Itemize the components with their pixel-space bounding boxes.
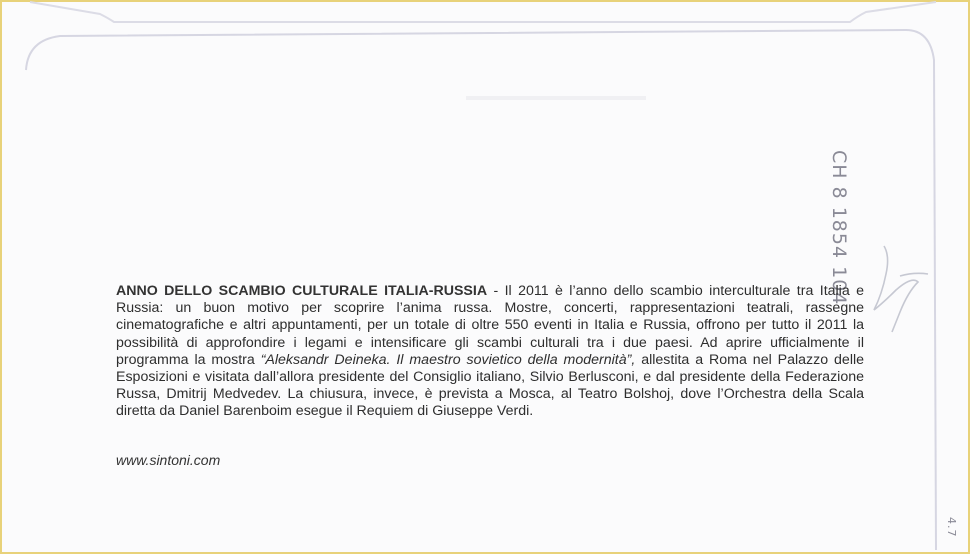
heading-separator: - [487, 283, 505, 299]
description-paragraph [116, 283, 864, 421]
envelope-flap-edge [30, 2, 936, 22]
paragraph-heading: ANNO DELLO SCAMBIO CULTURALE ITALIA-RUSSIA [116, 283, 488, 299]
body-text-part1: Il 2011 è l’anno dello scambio interculturale tra Italia e Russia: un buon motivo per scoprire l’anima russa. Mostre, concerti, rappresentazioni teatrali, rassegne cinematografiche e altri appuntamenti, per un totale di oltre 550 eventi in Italia e Russia, offrono per tutto il 2011 la possibilità di approfondire i legami e intensificare gli scambi culturali tra i due paesi. Ad aprire ufficialmente il programma la mostra [116, 283, 865, 368]
website-url: www.sintoni.com [116, 452, 221, 468]
body-text-part2: allestita a Roma nel Palazzo delle Esposizioni e visitata dall’allora presidente del Consiglio italiano, Silvio Berlusconi, e dal presidente della Federazione Russa, Dmitrij Medvedev. La chiusura, invece, è prevista a Mosca, al Teatro Bolshoj, dove l’Orchestra della Scala diretta da Daniel Barenboim esegue il Requiem di Giuseppe Verdi. [116, 351, 865, 420]
faint-print-line [466, 96, 646, 100]
pencil-code-annotation: CH 8 1854 104 [828, 150, 850, 306]
exhibition-title: “Aleksandr Deineka. Il maestro sovietico della modernità”, [260, 351, 636, 368]
pencil-small-annotation: 4.7 [945, 517, 958, 538]
signature-icon [874, 246, 928, 332]
